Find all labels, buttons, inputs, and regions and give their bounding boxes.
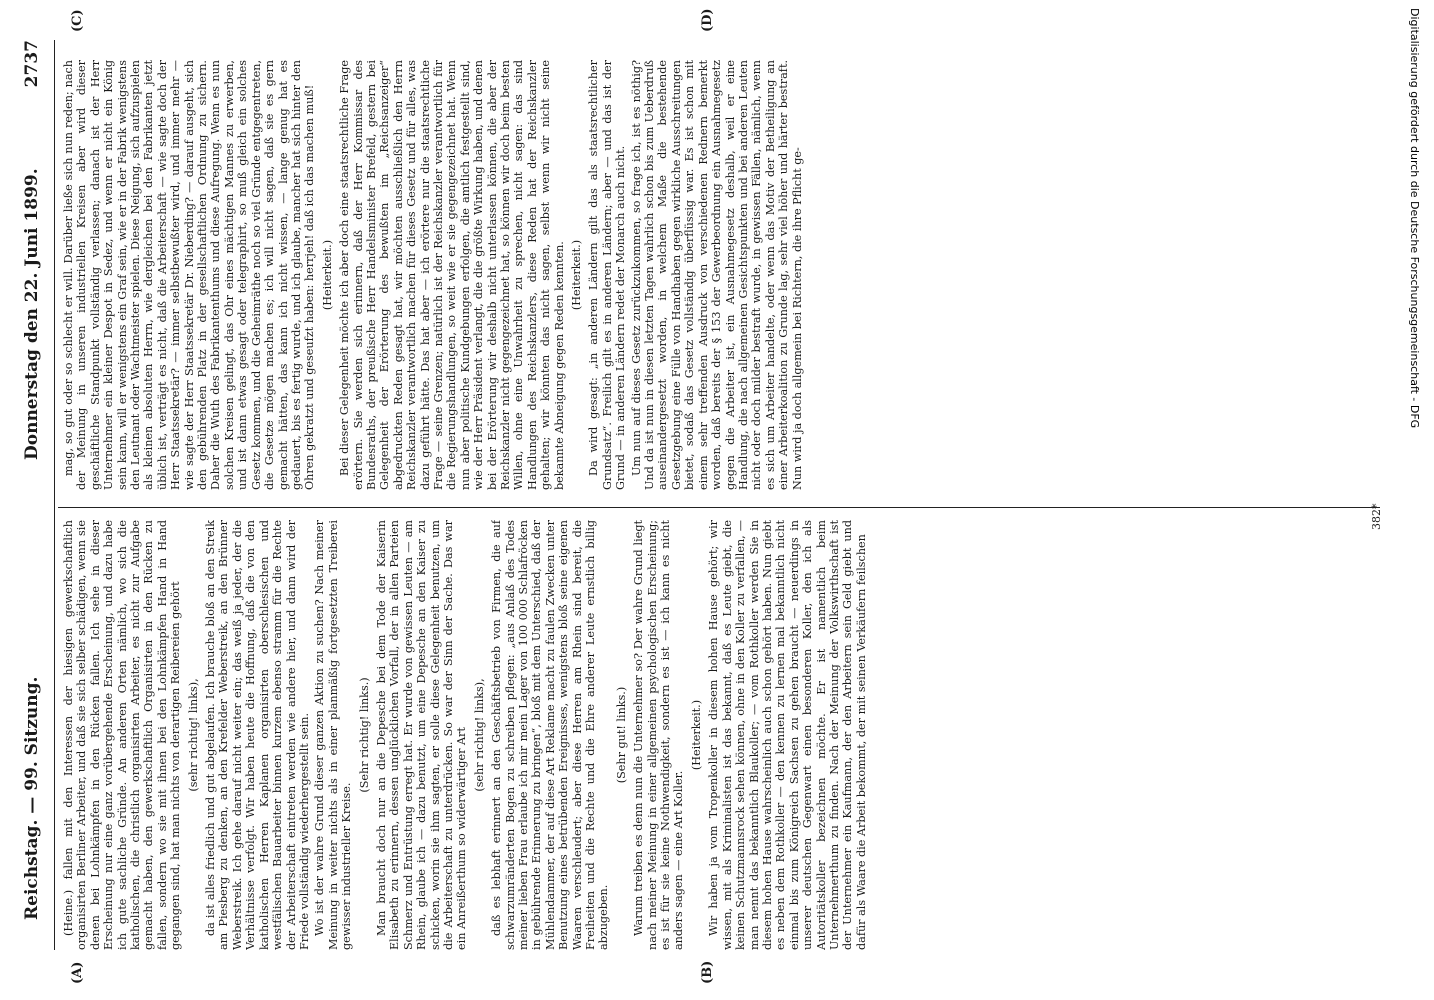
right-column: [62, 60, 1380, 490]
paragraph: Da wird gesagt: „in anderen Ländern gilt das als staatsrechtlicher Grundsatz“. Freilich gilt es in anderen Ländern; aber — und das ist der Grund — in anderen Ländern redet der Monarch auch nicht.: [587, 60, 628, 490]
paragraph: (Heine.) fallen mit den Interessen der hiesigen gewerkschaftlich organisirten Berliner Arbeiter, und daß sie sich selber schädigen, wenn sie denen bei Lohnkämpfen in den Rücken fallen. Ich sehe in dieser Erscheinung nur eine ganz vorübergehende Erscheinung, und dazu habe ich gute sachliche Gründe. An anderen Orten nämlich, wo sich die katholischen, die christlich organisirten Arbeiter, es nicht zur Aufgabe gemacht haben, den gewerkschaftlich Organisirten in den Rücken zu fallen, sondern wo sie mit ihnen bei den Lohnkämpfen Hand in Hand gegangen sind, hat man nichts von derartigen Reibereien gehört: [62, 520, 183, 950]
paragraph: da ist alles friedlich und gut abgelaufen. Ich brauche bloß an den Streik am Piesberg zu denken, an den Krefelder Weberstreik, an den Brünner Weberstreik. Ich gehe darauf nicht weiter ein; das weiß ja jeder, der die Verhältnisse verfolgt. Wir haben heute die Hoffnung, daß die von den katholischen Herren Kaplanen organisirten oberschlesischen und westfälischen Bauarbeiter binnen kurzem ebenso stramm für die Rechte der Arbeiterschaft eintreten werden wie andere hier, und dann wird der Friede vollständig wiederhergestellt sein.: [204, 520, 311, 950]
paragraph: (Sehr richtig! links.): [357, 677, 371, 793]
paragraph: (Heiterkeit.): [320, 239, 334, 311]
paragraph: (sehr richtig! links),: [472, 678, 486, 792]
side-note-strip: [1404, 0, 1434, 1000]
paragraph: Wo ist der wahre Grund dieser ganzen Aktion zu suchen? Nach meiner Meinung in weiter nichts als in einer planmäßig fortgesetzten Treiberei gewisser industrieller Kreise.: [313, 520, 354, 950]
header-date: Donnerstag den 22. Juni 1899.: [22, 168, 42, 460]
paragraph: (sehr richtig! links),: [186, 678, 200, 792]
paragraph: mag, so gut oder so schlecht er will. Darüber ließe sich nun reden; nach der Meinung in unseren industriellen Kreisen aber wird dieser geschäftliche Standpunkt vollständig verlassen; danach ist der Herr Unternehmer ein kleiner Despot in Sedez, und wenn er nicht ein König sein kann, will er wenigstens ein Graf sein, wie er in der Fabrik wenigstens den Leutnant oder Wachtmeister spielen. Diese Neigung, sich aufzuspielen als kleinen absoluten Herrn, wie dergleichen bei den Fabrikanten jetzt üblich ist, verträgt es nicht, daß die Arbeiterschaft — wie sagte doch der Herr Staatssekretär? — immer selbstbewußter wird, und immer mehr — wie sagte der Herr Staatssekretär Dr. Nieberding? — darauf ausgeht, sich den gebührenden Platz in der gesellschaftlichen Ordnung zu sichern. Daher die Wuth des Fabrikantenthums und diese Aufregung. Wenn es nun solchen Kreisen gelingt, das Ohr eines mächtigen Mannes zu erwerben, und ist dann etwas gesagt oder telegraphirt, so muß gleich ein solches Gesetz kommen, und die Geheimräthe noch so viel Gründe entgegentreten, die Gesetze mögen machen es; ich will nicht sagen, daß sie es gern gemacht hätten, das kann ich nicht wissen, — lange genug hat es gedauert, bis es fertig wurde, und ich glaube, mancher hat sich hinter den Ohren gekratzt und geseufzt haben: herrjeh! daß ich das machen muß!: [62, 60, 317, 490]
paragraph: (Sehr gut! links.): [614, 686, 628, 784]
page-header: [14, 30, 54, 960]
paragraph: Man braucht doch nur an die Depesche bei dem Tode der Kaiserin Elisabeth zu erinnern, dessen unglücklichen Vorfall, der in allen Parteien Schmerz und Entrüstung erregt hat. Er wurde von gewissen Leuten — am Rhein, glaube ich — dazu benutzt, um eine Depesche an den Kaiser zu schicken, worin sie ihm sagten, er solle diese Gelegenheit benutzen, um die Arbeiterschaft zu unterdrücken. So war der Sinn der Sache. Das war ein Anreißerthum so widerwärtiger Art: [374, 520, 469, 950]
paragraph: Warum treiben es denn nun die Unternehmer so? Der wahre Grund liegt nach meiner Meinung in einer allgemeinen psychologischen Erscheinung; es ist für sie keine Nothwendigkeit, sondern es ist — ich kann es nicht anders sagen — eine Art Koller.: [632, 520, 686, 950]
page-number: 2737: [22, 40, 42, 88]
marker-d: (D): [700, 8, 715, 32]
paragraph: Wir haben ja vom Tropenkoller in diesem hohen Hause gehört; wir wissen, mit als Kriminalisten ist das bekannt, daß es Leute giebt, die keinen Schutzmannsrock sehen können, ohne in den Koller zu verfallen, — man nennt das bekanntlich Blaukoller; — vom Rothkoller werden Sie in diesem hohen Hause wahrscheinlich auch schon gehört haben. Nun giebt es neben dem Rothkoller — den kennen zu lernen mal bekanntlich nicht einmal bis zum Königreich Sachsen zu gehen braucht — neuerdings in unserer deutschen Gegenwart einen besonderen Koller, den ich als Autoritätskoller bezeichnen möchte. Er ist namentlich beim Unternehmerthum zu finden. Nach der Meinung der Volkswirthschaft ist der Unternehmer ein Kaufmann, der den Arbeitern sein Geld giebt und dafür als Waare die Arbeit bekommt, der mit seinen Verkäufern feilschen: [707, 520, 868, 950]
footer-mark: 382*: [1370, 503, 1383, 530]
marker-b: (B): [700, 960, 715, 984]
paragraph: daß es lebhaft erinnert an den Geschäftsbetrieb von Firmen, die auf schwarzumränderten Bogen zu schreiben pflegen: „aus Anlaß des Todes meiner lieben Frau erlaube ich mir mein Lager von 100 000 Schlafröcken in gebührende Erinnerung zu bringen“, bloß mit dem Unterschied, daß der Mühlendammer, der auf diese Art Reklame macht zu faulen Zwecken unter Benutzung eines betrübenden Ereignisses, wenigstens bloß seine eigenen Waaren verschleudert; aber diese Herren am Rhein sind bereit, die Freiheiten und die Rechte und die Ehre anderer Leute ernstlich billig abzugeben.: [490, 520, 611, 950]
paragraph: (Heiterkeit.): [689, 699, 703, 771]
paragraph: Bei dieser Gelegenheit möchte ich aber doch eine staatsrechtliche Frage erörtern. Sie werden sich erinnern, daß der Herr Kommissar des Bundesraths, der preußische Herr Handelsminister Brefeld, gestern bei Gelegenheit der Erörterung des bewußten im „Reichsanzeiger“ abgedruckten Reden gesagt hat, wir möchten ausschließlich den Herrn Reichskanzler verantwortlich machen für dieses Gesetz und für alles, was dazu geführt hätte. Das hat aber — ich erörtere nur die staatsrechtliche Frage — seine Grenzen; natürlich ist der Reichskanzler verantwortlich für die Regierungshandlungen, so weit wie er sie gegengezeichnet hat. Wenn nun aber politische Kundgebungen erfolgen, die amtlich festgestellt sind, wie der Herr Präsident verlangt, die die größte Wirkung haben, und denen bei der Erörterung wir deshalb nicht unterlassen können, die aber der Reichskanzler nicht gegengezeichnet hat, so können wir doch beim besten Willen, ohne eine Unwahrheit zu sprechen, nicht sagen: das sind Handlungen des Reichskanzlers, diese Reden hat der Reichskanzler gehalten; wir könnten das nicht sagen, selbst wenn wir nicht seine bekannte Abneigung gegen Reden kennten.: [338, 60, 566, 490]
side-note: Digitalisierung gefördert durch die Deutsche Forschungsgemeinschaft - DFG: [1408, 8, 1421, 429]
header-left: Reichstag. — 99. Sitzung.: [22, 676, 42, 920]
marker-c: (C): [70, 9, 85, 32]
header-rule: [54, 40, 55, 950]
paragraph: Um nun auf dieses Gesetz zurückzukommen, so frage ich, ist es nöthig? Und da ist nun in diesen letzten Tagen wahrlich schon bis zum Ueberdruß auseinandergesetzt worden, in welchem Maße die bestehende Gesetzgebung eine Fülle von Handhaben gegen wirkliche Ausschreitungen bietet, sodaß das Gesetz vollständig überflüssig war. Es ist schon mit einem sehr treffenden Ausdruck von verschiedenen Rednern bemerkt worden, daß bereits der § 153 der Gewerbeordnung ein Ausnahmegesetz gegen die Arbeiter ist, ein Ausnahmegesetz deshalb, weil er eine Handlung, die nach allgemeinen Gesichtspunkten und bei anderen Leuten nicht oder doch milder bestraft wurde, in gewissen Fällen, nämlich, wenn es sich um Arbeiter handelte, oder wenn das Motiv der Betheiligung an einer Arbeiterkoalition zu Grunde lag, sehr viel höher und härter bestraft. Nun wird ja doch allgemein bei Richtern, die ihre Pflicht ge-: [629, 60, 804, 490]
marker-a: (A): [70, 961, 85, 984]
column-rule: [58, 507, 1380, 508]
paragraph: (Heiterkeit.): [570, 239, 584, 311]
left-column: [62, 520, 1380, 950]
